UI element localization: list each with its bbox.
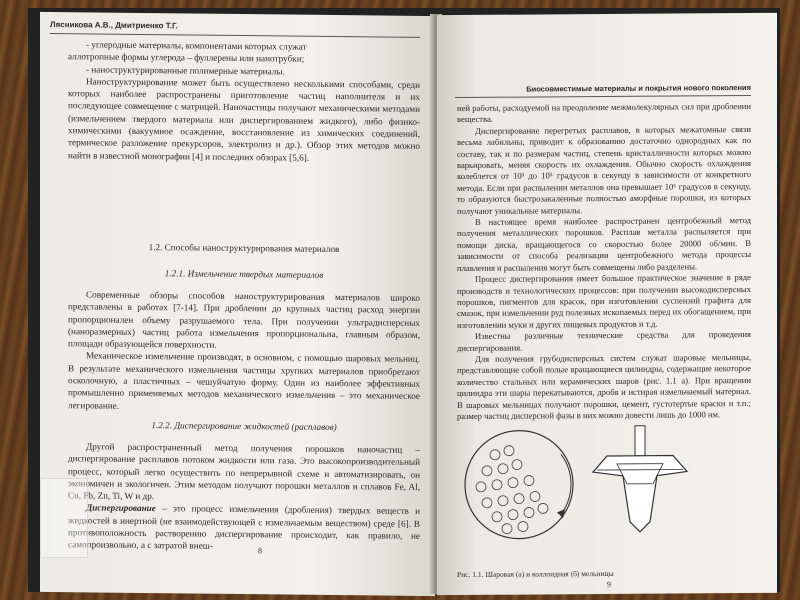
mill-ball	[508, 510, 518, 520]
mill-ball	[518, 522, 528, 532]
right-body-block	[457, 101, 751, 422]
left-paragraph-5-text: – это процесс измельчения (дробления) твердых веществ и жидкостей в инертной (не взаимодействующей с измельчаемым веществом) среде [6]. В противоположность растворению диспергирование происходит, как правило, не самопроизвольно, а с затратой внеш-	[68, 503, 420, 552]
intro-line-3: - наноструктурированные полимерные материалы.	[86, 64, 285, 77]
mill-ball	[538, 503, 548, 513]
right-page-number: 9	[607, 579, 611, 589]
right-paragraph-4: Процесс диспергирования имеет большое практическое значение в ряде производств и технологических процессов: при получении высокодисперсных порошков, пигментов для красок, при изготовлении суспензий графита для смазок, при измельчении руд полезных ископаемых перед их обогащением, при изготовлении муки и других пищевых продуктов и т.д.	[457, 272, 751, 330]
mill-ball	[524, 508, 534, 518]
mill-ball	[498, 464, 508, 474]
intro-line-1: - углеродные материалы, компонентами которых служат	[86, 39, 307, 52]
section-title: 1.2. Способы наноструктурирования материалов	[148, 242, 340, 255]
mill-ball	[502, 524, 512, 534]
intro-line-2: аллотропные формы углерода – фуллерены или нанотрубки;	[68, 51, 305, 64]
left-paragraph-5	[68, 502, 420, 555]
mill-ball	[498, 496, 508, 506]
library-sticker	[40, 478, 88, 558]
figure-mills	[457, 413, 753, 565]
mill-ball	[514, 494, 524, 504]
left-intro-block	[68, 38, 420, 165]
mill-ball	[492, 480, 502, 490]
right-page-header: Биосовместимые материалы и покрытия нового поколения	[526, 82, 751, 94]
right-paragraph-2: Диспергирование перегретых расплавов, в которых межатомные связи весьма лабильны, приводит к образованию достаточно однородных как по составу, так и по размерам частиц, степень кристалличности которых можно варьировать, меняя скорость их охлаждения. Обычно скорость охлаждения колеблется от 10³ до 10⁵ градусов в секунду в зависимости от конкретного метода. Если при распылении металлов она превышает 10⁶ градусов в секунду, то образуются быстрозакаленные полностью аморфные порошки, из которых получают уникальные материалы.	[457, 123, 751, 216]
left-page-number: 8	[258, 546, 262, 556]
left-body-block-2	[68, 440, 420, 554]
ball-mill-figure	[465, 430, 573, 539]
colloid-mill-housing	[593, 455, 687, 532]
mill-ball	[490, 450, 500, 460]
mill-ball	[482, 498, 492, 508]
right-header-rule	[455, 95, 751, 98]
left-paragraph-1: Наноструктурирование может быть осуществлено несколькими способами, среди которых наиболее распространены приготовление частиц наполнителя и их последующее совмещение с матрицей. Наночастицы получают механическими методами (измельчением твердого материала или диспергированием жидкого), либо физико-химическими (вакуумное осаждение, восстановление из химических соединений, термическое разложение прекурсоров, электролиз и др.). Обзор этих методов можно найти в известной монографии [4] и последних обзорах [5,6].	[68, 76, 420, 163]
mill-ball	[482, 466, 492, 476]
rotation-arrowhead-icon	[557, 509, 565, 518]
mill-ball	[524, 476, 534, 486]
colloid-mill-figure	[593, 425, 687, 532]
right-page	[437, 13, 777, 595]
right-paragraph-6: Для получения грубодисперсных систем служат шаровые мельницы, представляющие собой полые вращающиеся цилиндры, содержащие некоторое количество стальных или керамических шаров (рис. 1.1 а). При вращении цилиндра эти шары перекатываются, дробя и истирая измельчаемый материал. В шаровых мельницах получают порошки, цемент, густотертые краски и т.п.; размер частиц дисперсной фазы в них можно довести лишь до 1000 нм.	[457, 351, 751, 422]
subsection-title-1: 1.2.1. Измельчение твердых материалов	[164, 268, 324, 280]
left-header-rule	[50, 33, 420, 38]
mill-ball	[508, 478, 518, 488]
mill-ball	[476, 482, 486, 492]
right-paragraph-1: ней работы, расходуемой на преодоление межмолекулярных сил при дроблении вещества.	[457, 100, 751, 125]
left-body-block-1	[68, 288, 420, 415]
mill-ball	[512, 460, 522, 470]
left-paragraph-2: Современные обзоры способов наноструктурирования материалов широко представлены в работах [7-14]. При дроблении до крупных частиц расход энергии пропорционален объему разрушаемого тела. При получении ультрадисперсных (наноразмерных) частиц работа измельчения пропорциональна, главным образом, площади образующейся поверхности.	[68, 289, 420, 350]
right-paragraph-5: Известны различные технические средства для проведения диспергирования.	[457, 329, 751, 353]
left-page	[40, 12, 435, 596]
mill-ball	[492, 512, 502, 522]
left-page-header: Лясникова А.В., Дмитриенко Т.Г.	[50, 20, 178, 31]
left-paragraph-4: Другой распространенный метод получения порошков наночастиц – диспергирование расплавов потоком жидкости или газа. Это высокопроизводительный процесс, который легко осуществить по непрерывной схеме и автоматизировать, он экономичен и экологичен. Этим методом получают порошки металлов и сплавов Fe, Al, Cu, Pb, Zn, Ti, W и др.	[68, 441, 420, 502]
subsection-title-2: 1.2.2. Диспергирование жидкостей (расплавов)	[151, 420, 337, 433]
mill-ball	[504, 446, 514, 456]
right-paragraph-3: В настоящее время наиболее распространен центробежный метод получения металлических порошков. Расплав металла распыляется при помощи диска, вращающегося со скоростью более 20000 об/мин. В зависимости от способа реализации центробежного метода процессы плавления и распыления могут быть совмещены либо разделены.	[457, 215, 751, 273]
ball-mill-drum	[465, 430, 573, 539]
mill-ball	[530, 491, 540, 501]
colloid-mill-shaft	[635, 426, 645, 456]
left-paragraph-3: Механическое измельчение производят, в основном, с помощью шаровых мельниц. В результате механического измельчения частицы хрупких материалов приобретают осколочную, а пластичных – чешуйчатую форму. Один из наиболее эффективных промышленно применяемых методов механического измельчения – это механическое легирование.	[68, 350, 420, 411]
mill-balls	[476, 445, 548, 534]
rotation-arrow-icon	[561, 454, 571, 514]
term-dispersion: Диспергирование	[86, 502, 156, 514]
figure-caption: Рис. 1.1. Шаровая (а) и коллоидная (б) мельницы	[457, 568, 614, 580]
